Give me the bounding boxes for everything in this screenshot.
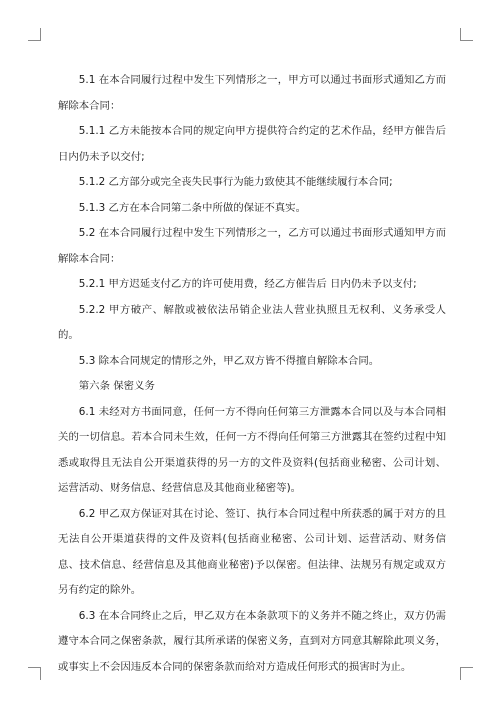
clause-5-2-1: 5.2.1 甲方迟延支付乙方的许可使用费，经乙方催告后 日内仍未予以支付; xyxy=(78,278,417,290)
crop-mark-top-left xyxy=(28,28,41,41)
clause-5-2-2: 5.2.2 甲方破产、解散或被依法吊销企业法人营业执照且无权利、义务承受人的。 xyxy=(58,303,446,341)
section-heading-article-6: 第六条 保密义务 xyxy=(78,380,155,392)
crop-mark-bottom-right xyxy=(460,667,473,680)
crop-mark-bottom-left xyxy=(28,667,41,680)
clause-5-1: 5.1 在本合同履行过程中发生下列情形之一，甲方可以通过书面形式通知乙方而解除本合同： xyxy=(58,74,446,112)
clause-5-2: 5.2 在本合同履行过程中发生下列情形之一，乙方可以通过书面形式通知甲方而解除本合同： xyxy=(58,227,446,265)
clause-6-1: 6.1 未经对方书面同意，任何一方不得向任何第三方泄露本合同以及与本合同相关的一切信息。若本合同未生效，任何一方不得向任何第三方泄露其在签约过程中知悉或取得且无法自公开渠道获得的另一方的文件及资料(包括商业秘密、公司计划、运营活动、财务信息、经营信息及其他商业秘密等)。 xyxy=(58,405,446,494)
clause-5-1-1: 5.1.1 乙方未能按本合同的规定向甲方提供符合约定的艺术作品，经甲方催告后日内仍未予以交付; xyxy=(58,125,446,163)
clause-6-2: 6.2 甲乙双方保证对其在讨论、签订、执行本合同过程中所获悉的属于对方的且无法自公开渠道获得的文件及资料(包括商业秘密、公司计划、运营活动、财务信息、技术信息、经营信息及其他商业秘密)予以保密。但法律、法规另有规定或双方另有约定的除外。 xyxy=(58,507,446,596)
crop-mark-top-right xyxy=(460,28,473,41)
clause-5-3: 5.3 除本合同规定的情形之外，甲乙双方皆不得擅自解除本合同。 xyxy=(78,354,380,367)
clause-5-1-3: 5.1.3 乙方在本合同第二条中所做的保证不真实。 xyxy=(78,201,306,214)
document-body xyxy=(58,68,446,680)
clause-5-1-2: 5.1.2 乙方部分或完全丧失民事行为能力致使其不能继续履行本合同; xyxy=(78,176,393,188)
clause-6-3: 6.3 在本合同终止之后，甲乙双方在本条款项下的义务并不随之终止，双方仍需遵守本合同之保密条款，履行其所承诺的保密义务，直到对方同意其解除此项义务，或事实上不会因违反本合同的保密条款而给对方造成任何形式的损害时为止。 xyxy=(58,609,446,673)
